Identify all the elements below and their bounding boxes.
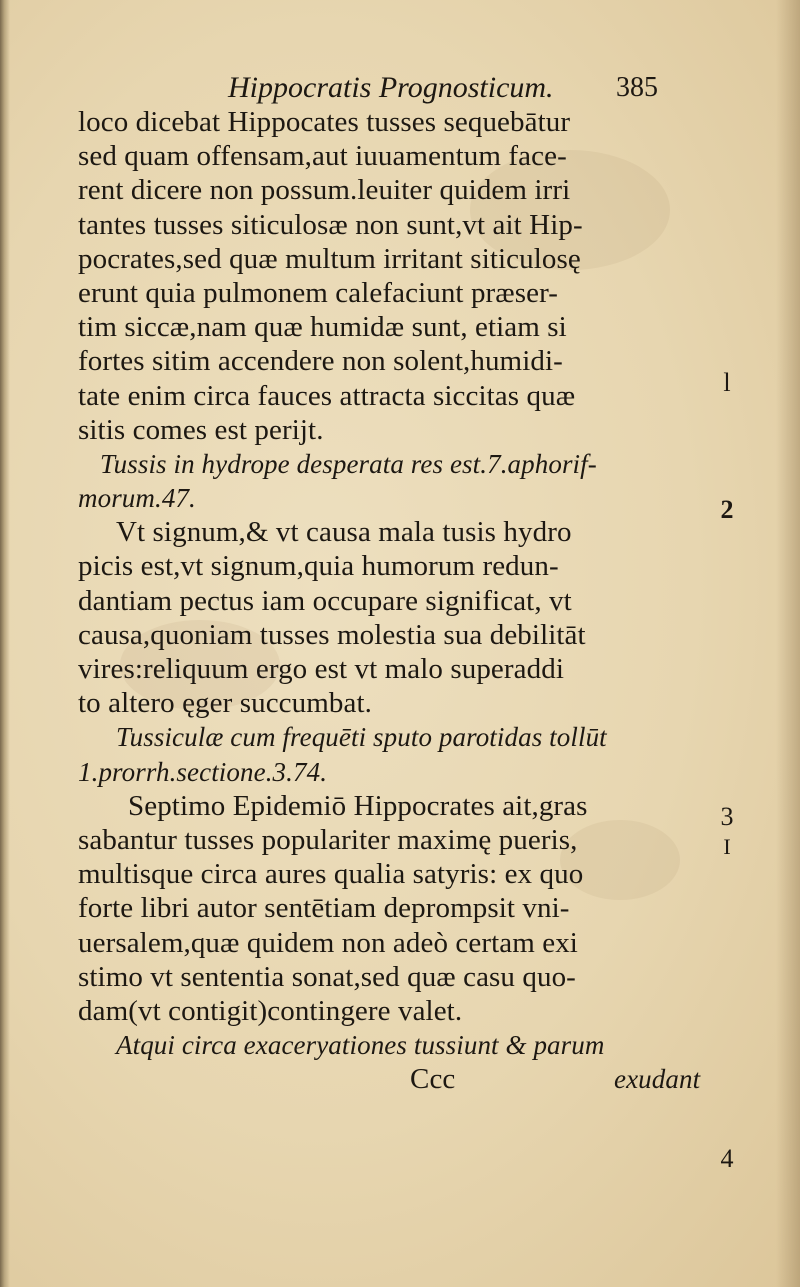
text-line: loco dicebat Hippocates tusses sequebātur bbox=[78, 106, 571, 138]
margin-note: I bbox=[723, 834, 731, 859]
section-heading: Tussis in hydrope desperata res est.7.aphorif- bbox=[100, 448, 597, 479]
margin-note: 3 bbox=[720, 802, 734, 831]
text-line: uersalem,quæ quidem non adeò certam exi bbox=[78, 926, 578, 959]
text-line: forte libri autor sentētiam deprompsit vni- bbox=[78, 892, 570, 925]
text-line: pocrates,sed quæ multum irritant siticulosę bbox=[78, 242, 581, 275]
page-edge-shadow bbox=[776, 0, 800, 1287]
margin-note: 4 bbox=[720, 1144, 734, 1173]
text-line: picis est,vt signum,quia humorum redun- bbox=[78, 550, 559, 583]
page-binding-edge bbox=[0, 0, 10, 1287]
running-title: Hippocratis Prognosticum. bbox=[228, 71, 554, 104]
text-line: to altero ęger succumbat. bbox=[78, 687, 372, 720]
catchword: exudant bbox=[614, 1064, 701, 1095]
section-heading: morum.47. bbox=[78, 483, 196, 514]
text-line: fortes sitim accendere non solent,humidi- bbox=[78, 345, 563, 378]
folio-number: 385 bbox=[616, 72, 658, 103]
text-line: dam(vt contigit)contingere valet. bbox=[78, 994, 463, 1027]
text-line: sed quam offensam,aut iuuamentum face- bbox=[78, 140, 567, 173]
text-line: tantes tusses siticulosæ non sunt,vt ait Hip- bbox=[78, 208, 583, 241]
text-line: dantiam pectus iam occupare significat, vt bbox=[78, 584, 572, 617]
text-line: vires:reliquum ergo est vt malo superaddi bbox=[78, 653, 564, 685]
text-line: rent dicere non possum.leuiter quidem irri bbox=[78, 174, 571, 207]
margin-note: 2 bbox=[720, 495, 734, 524]
text-line: stimo vt sententia sonat,sed quæ casu quo- bbox=[78, 960, 576, 993]
text-line: Vt signum,& vt causa mala tusis hydro bbox=[116, 516, 572, 549]
text-block bbox=[78, 105, 701, 1096]
margin-note: l bbox=[723, 368, 731, 397]
text-line: sabantur tusses populariter maximę pueris, bbox=[78, 823, 578, 856]
running-header bbox=[228, 68, 698, 108]
page-footer bbox=[78, 1062, 701, 1096]
text-line: sitis comes est perijt. bbox=[78, 413, 324, 446]
text-line: multisque circa aures qualia satyris: ex quo bbox=[78, 858, 584, 891]
text-line: causa,quoniam tusses molestia sua debilitāt bbox=[78, 618, 586, 651]
text-line: erunt quia pulmonem calefaciunt præser- bbox=[78, 276, 559, 309]
section-heading: 1.prorrh.sectione.3.74. bbox=[78, 756, 328, 787]
text-line: tate enim circa fauces attracta siccitas quæ bbox=[78, 379, 576, 412]
section-heading: Atqui circa exacerуationes tussiunt & parum bbox=[116, 1030, 605, 1061]
signature-mark: Ccc bbox=[410, 1063, 456, 1096]
text-line: Septimo Epidemiō Hippocrates ait,gras bbox=[128, 789, 588, 822]
section-heading: Tussiculæ cum frequēti sputo parotidas tollūt bbox=[116, 722, 607, 753]
text-line: tim siccæ,nam quæ humidæ sunt, etiam si bbox=[78, 311, 567, 344]
